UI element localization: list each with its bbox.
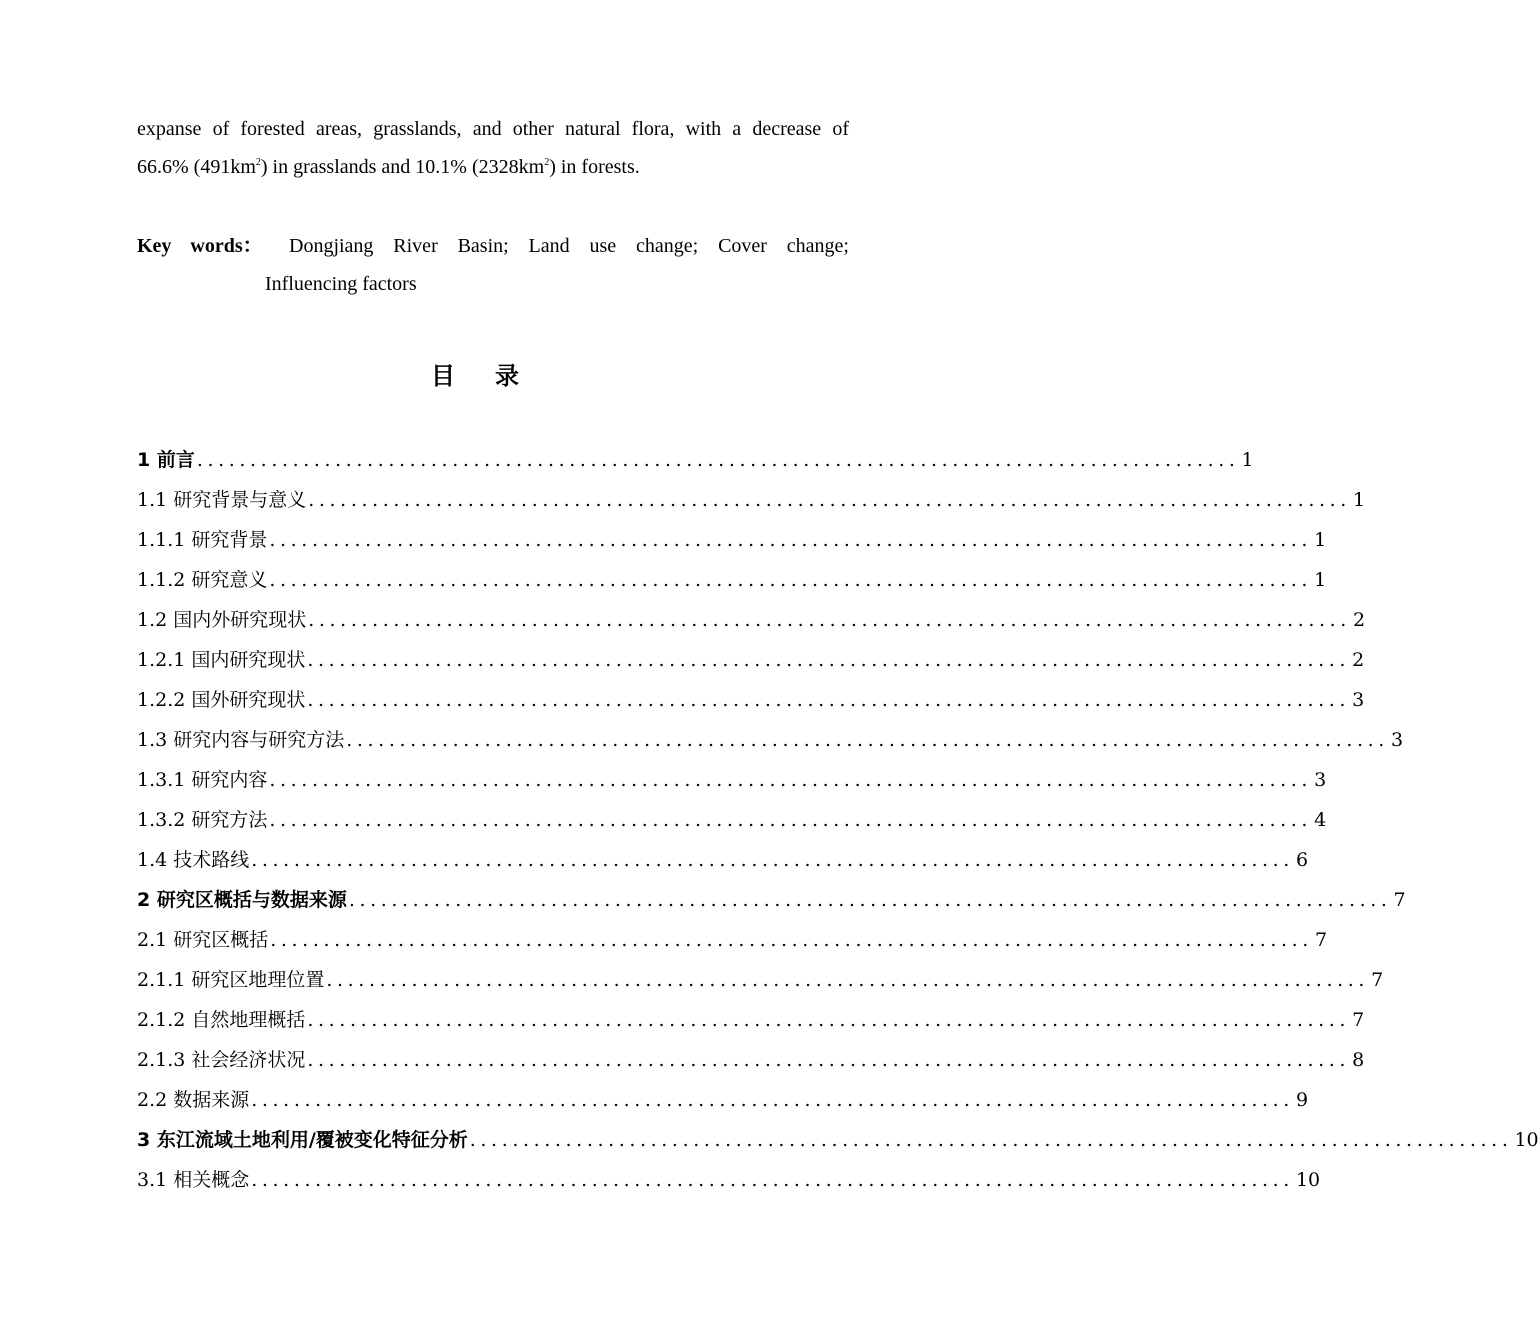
toc-entry[interactable] xyxy=(137,760,1327,800)
toc-leader-dots: .................................................................................................. xyxy=(346,729,1389,751)
toc-entry[interactable] xyxy=(137,600,1366,640)
toc-page-number: 4 xyxy=(1314,809,1327,831)
keywords-line-2: Influencing factors xyxy=(265,273,417,295)
toc-leader-dots: .................................................................................................. xyxy=(308,609,1351,631)
toc-page-number: 1 xyxy=(1314,569,1327,591)
toc-page-number: 1 xyxy=(1241,449,1254,471)
toc-page-number: 3 xyxy=(1390,729,1404,751)
toc-entry-label: 1.1.2 研究意义 xyxy=(137,569,268,591)
toc-entry-label: 3.1 相关概念 xyxy=(137,1169,250,1191)
toc-leader-dots: .................................................................................................. xyxy=(348,889,1392,911)
toc-entry-label: 2.2 数据来源 xyxy=(137,1089,250,1111)
toc-entry[interactable] xyxy=(137,1160,1321,1200)
toc-entry-label: 1.1 研究背景与意义 xyxy=(137,489,307,511)
toc-page-number: 1 xyxy=(1352,489,1366,511)
toc-entry[interactable] xyxy=(137,1120,1539,1160)
toc-entry-label: 2.1.2 自然地理概括 xyxy=(137,1009,306,1031)
toc-leader-dots: .................................................................................................. xyxy=(269,769,1313,791)
toc-entry-label: 2.1 研究区概括 xyxy=(137,929,269,951)
abstract-text: ) in forests. xyxy=(549,156,640,178)
toc-page-number: 6 xyxy=(1295,849,1309,871)
toc-page-number: 2 xyxy=(1352,609,1366,631)
toc-leader-dots: .................................................................................................. xyxy=(269,809,1313,831)
toc-leader-dots: .................................................................................................. xyxy=(307,689,1351,711)
toc-entry-label: 3 东江流域土地利用/覆被变化特征分析 xyxy=(137,1129,468,1151)
toc-entry-label: 1.3 研究内容与研究方法 xyxy=(137,729,345,751)
toc-page-number: 9 xyxy=(1295,1089,1309,1111)
abstract-text: ) in grasslands and 10.1% (2328km xyxy=(260,156,545,178)
toc-page-number: 8 xyxy=(1352,1049,1365,1071)
toc-page-number: 3 xyxy=(1314,769,1327,791)
toc-entry[interactable] xyxy=(137,960,1384,1000)
toc-leader-dots: .................................................................................................. xyxy=(270,929,1313,951)
toc-entry[interactable] xyxy=(137,1000,1365,1040)
toc-page-number: 7 xyxy=(1352,1009,1365,1031)
toc-entry[interactable] xyxy=(137,720,1404,760)
toc-entry[interactable] xyxy=(137,840,1309,880)
toc-leader-dots: .................................................................................................. xyxy=(326,969,1370,991)
toc-entry-label: 1.3.1 研究内容 xyxy=(137,769,268,791)
toc-leader-dots: .................................................................................................. xyxy=(269,569,1313,591)
abstract-text: 66.6% (491km xyxy=(137,156,256,178)
toc-leader-dots: .................................................................................................. xyxy=(307,1049,1351,1071)
table-of-contents xyxy=(137,440,1539,1200)
toc-entry[interactable] xyxy=(137,920,1328,960)
toc-entry-label: 1 前言 xyxy=(137,449,195,471)
toc-entry-label: 2 研究区概括与数据来源 xyxy=(137,889,347,911)
toc-entry[interactable] xyxy=(137,560,1327,600)
toc-entry-label: 1.3.2 研究方法 xyxy=(137,809,268,831)
toc-entry[interactable] xyxy=(137,520,1327,560)
toc-title: 目录 xyxy=(431,362,559,390)
abstract-line-1: expanse of forested areas, grasslands, and other natural flora, with a decrease of xyxy=(137,118,849,140)
toc-entry[interactable] xyxy=(137,800,1327,840)
toc-leader-dots: .................................................................................................. xyxy=(251,849,1294,871)
toc-entry[interactable] xyxy=(137,1080,1309,1120)
superscript: 2 xyxy=(544,157,550,168)
toc-page-number: 10 xyxy=(1514,1129,1539,1151)
superscript: 2 xyxy=(255,157,261,168)
toc-page-number: 7 xyxy=(1314,929,1328,951)
toc-leader-dots: .................................................................................................. xyxy=(251,1089,1294,1111)
toc-leader-dots: .................................................................................................. xyxy=(251,1169,1294,1191)
toc-leader-dots: .................................................................................................. xyxy=(196,449,1240,471)
toc-entry[interactable] xyxy=(137,640,1365,680)
toc-entry-label: 1.2.2 国外研究现状 xyxy=(137,689,306,711)
toc-entry[interactable] xyxy=(137,480,1366,520)
toc-entry-label: 1.1.1 研究背景 xyxy=(137,529,268,551)
toc-page-number: 3 xyxy=(1352,689,1365,711)
toc-page-number: 2 xyxy=(1352,649,1365,671)
toc-leader-dots: .................................................................................................. xyxy=(307,1009,1351,1031)
toc-leader-dots: .................................................................................................. xyxy=(307,649,1351,671)
abstract-paragraph xyxy=(137,110,849,186)
toc-entry[interactable] xyxy=(137,880,1406,920)
keywords-line-1: Dongjiang River Basin; Land use change; Cover change; xyxy=(289,235,849,257)
toc-entry-label: 1.2.1 国内研究现状 xyxy=(137,649,306,671)
toc-entry[interactable] xyxy=(137,1040,1365,1080)
toc-entry-label: 2.1.1 研究区地理位置 xyxy=(137,969,325,991)
toc-page-number: 7 xyxy=(1393,889,1406,911)
toc-page-number: 1 xyxy=(1314,529,1327,551)
toc-entry[interactable] xyxy=(137,440,1254,480)
toc-entry-label: 2.1.3 社会经济状况 xyxy=(137,1049,306,1071)
toc-entry[interactable] xyxy=(137,680,1365,720)
toc-entry-label: 1.2 国内外研究现状 xyxy=(137,609,307,631)
toc-leader-dots: .................................................................................................. xyxy=(308,489,1351,511)
toc-page-number: 10 xyxy=(1295,1169,1321,1191)
toc-page-number: 7 xyxy=(1371,969,1384,991)
abstract-line-2 xyxy=(137,148,849,186)
toc-leader-dots: .................................................................................................. xyxy=(469,1129,1513,1151)
keywords-label: Key words： xyxy=(137,235,263,257)
toc-entry-label: 1.4 技术路线 xyxy=(137,849,250,871)
toc-leader-dots: .................................................................................................. xyxy=(269,529,1313,551)
